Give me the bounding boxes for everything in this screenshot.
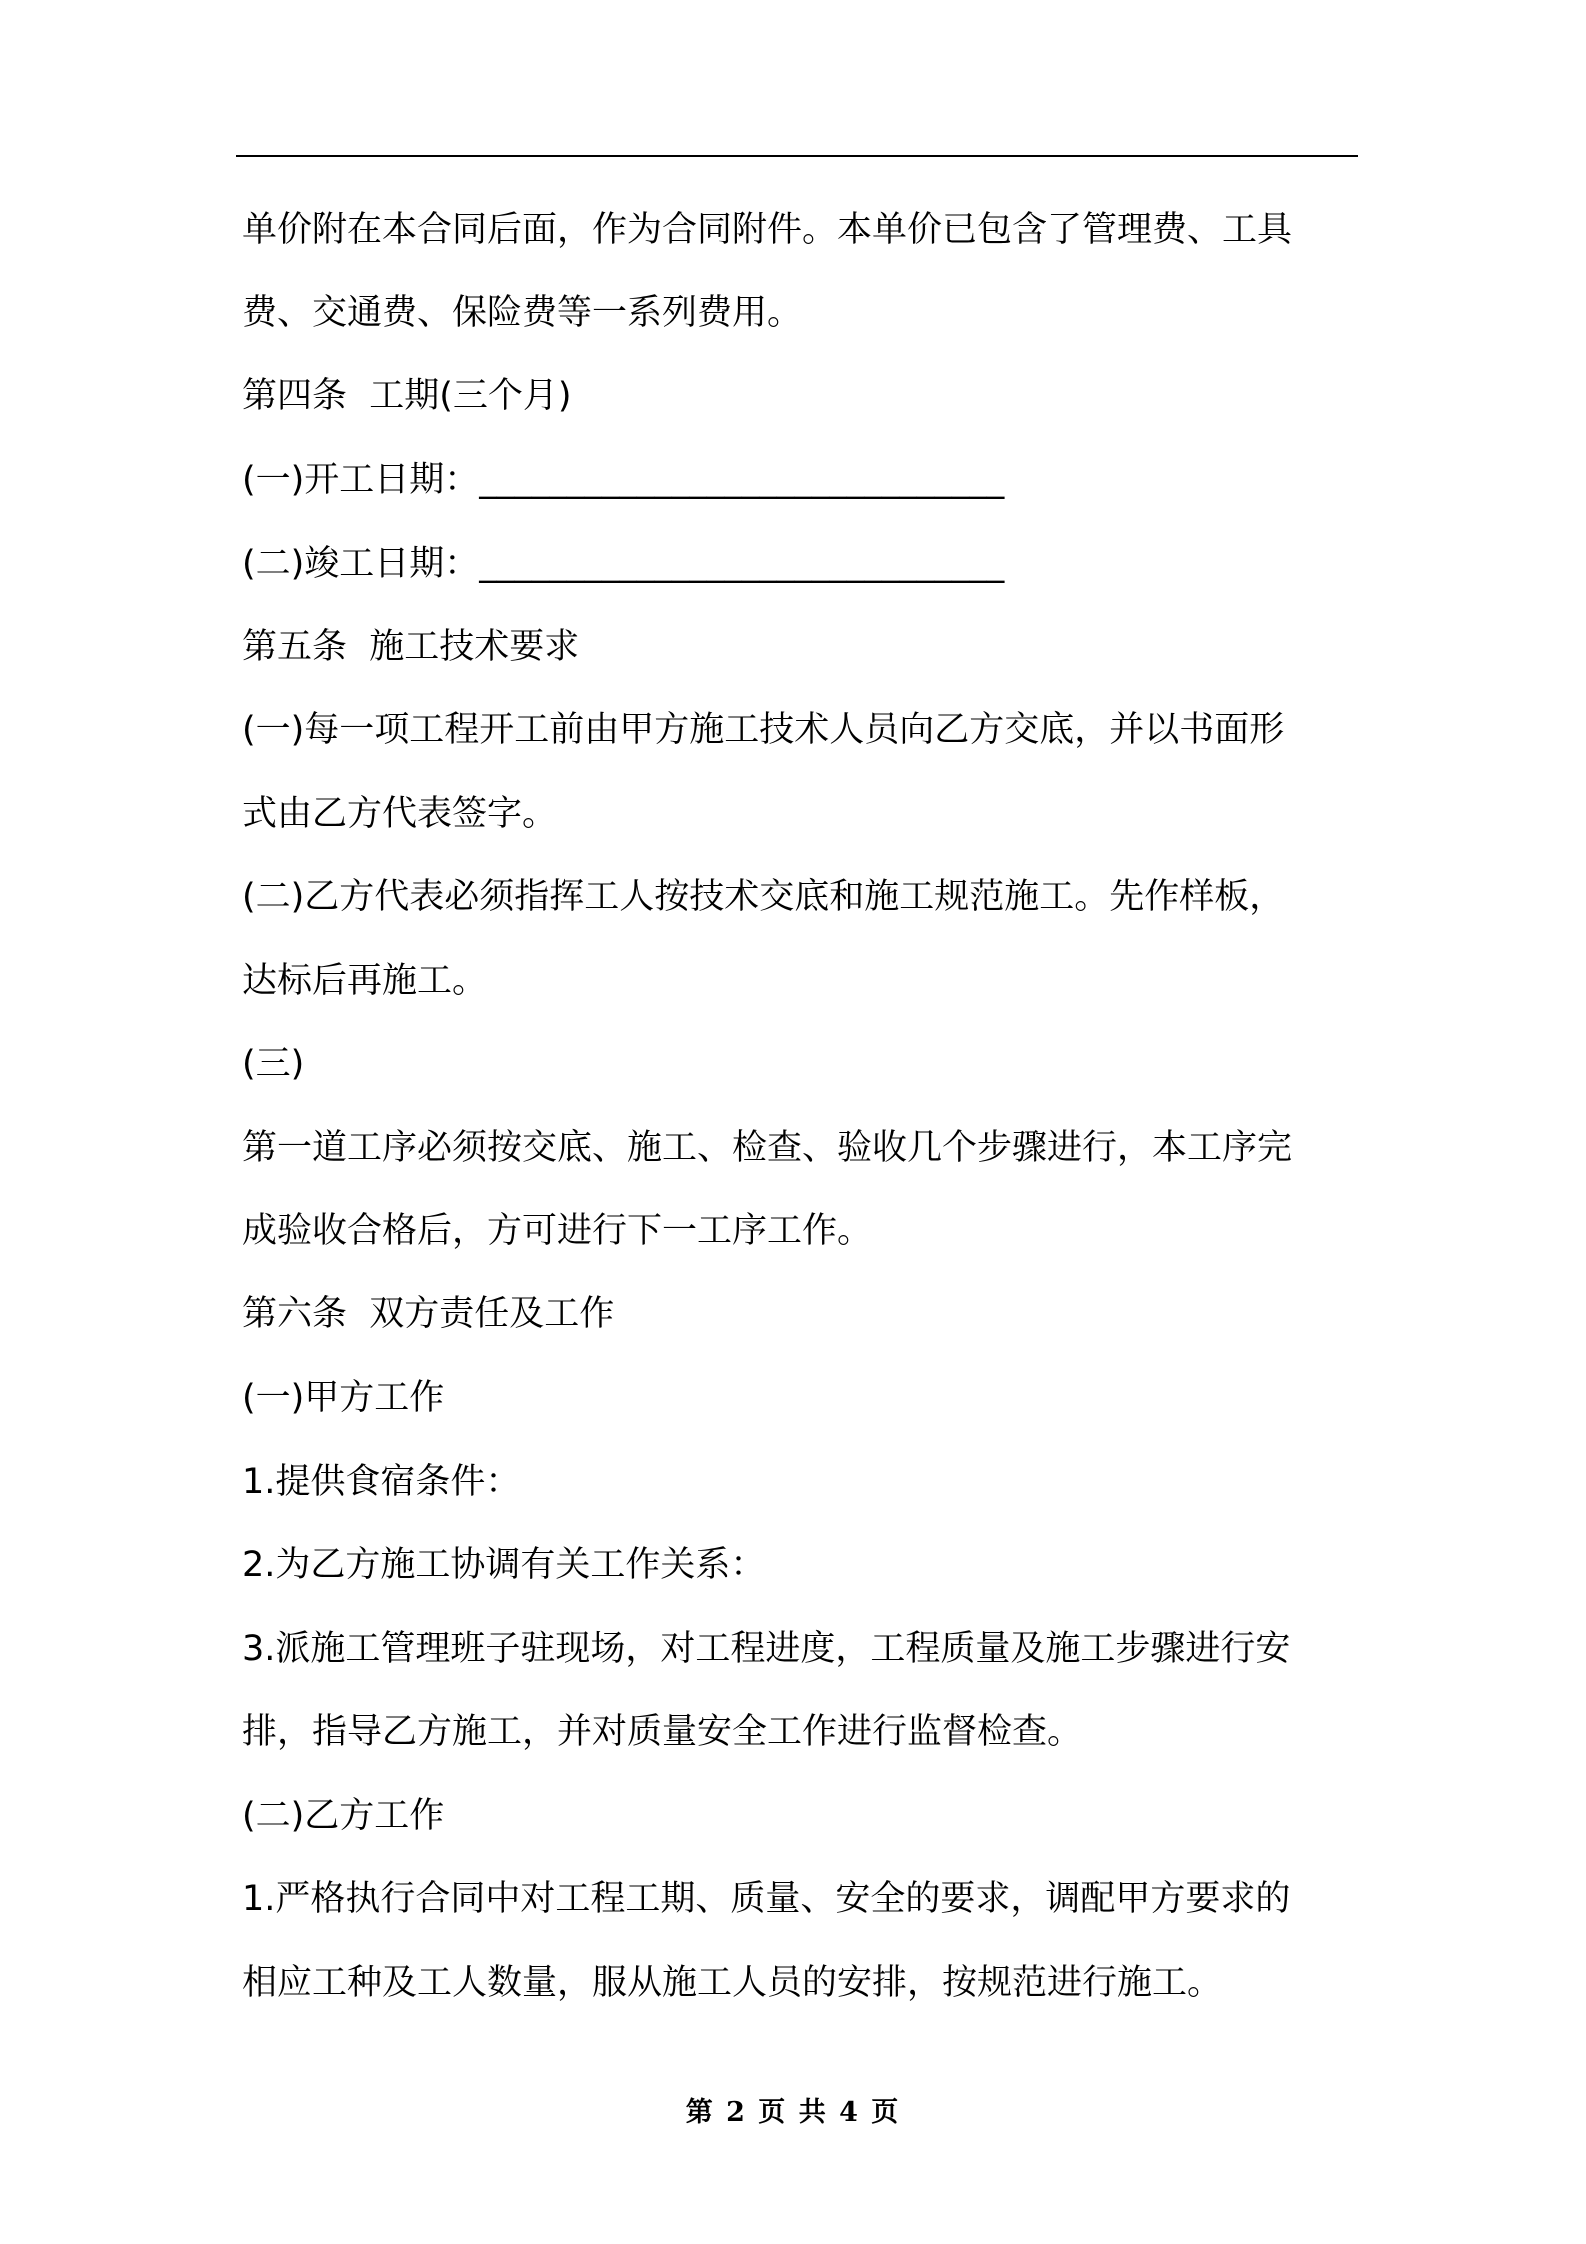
body-line-11: (三) bbox=[242, 1044, 305, 1084]
body-line-21: 1.严格执行合同中对工程工期、质量、安全的要求，调配甲方要求的 bbox=[242, 1879, 1291, 1919]
header-rule bbox=[236, 155, 1358, 157]
page-number-footer: 第 2 页 共 4 页 bbox=[685, 2097, 901, 2128]
body-line-18: 3.派施工管理班子驻现场，对工程进度，工程质量及施工步骤进行安 bbox=[242, 1629, 1291, 1669]
body-line-13: 成验收合格后，方可进行下一工序工作。 bbox=[242, 1211, 873, 1251]
party-a-heading: (一)甲方工作 bbox=[242, 1378, 445, 1418]
body-line-2: 费、交通费、保险费等一系列费用。 bbox=[242, 293, 803, 333]
body-line-7: (一)每一项工程开工前由甲方施工技术人员向乙方交底，并以书面形 bbox=[242, 710, 1285, 750]
body-line-19: 排，指导乙方施工，并对质量安全工作进行监督检查。 bbox=[242, 1712, 1083, 1752]
article-6-heading: 第六条 双方责任及工作 bbox=[242, 1294, 615, 1334]
body-line-10: 达标后再施工。 bbox=[242, 961, 488, 1001]
body-line-8: 式由乙方代表签字。 bbox=[242, 794, 558, 834]
body-line-9: (二)乙方代表必须指挥工人按技术交底和施工规范施工。先作样板， bbox=[242, 877, 1285, 917]
body-line-17: 2.为乙方施工协调有关工作关系： bbox=[242, 1545, 766, 1585]
body-line-16: 1.提供食宿条件： bbox=[242, 1462, 521, 1502]
body-line-22: 相应工种及工人数量，服从施工人员的安排，按规范进行施工。 bbox=[242, 1963, 1223, 2003]
start-date-line: (一)开工日期：______________________________ bbox=[242, 460, 1005, 500]
article-4-heading: 第四条 工期(三个月) bbox=[242, 376, 572, 416]
body-line-1: 单价附在本合同后面，作为合同附件。本单价已包含了管理费、工具 bbox=[242, 210, 1293, 250]
party-b-heading: (二)乙方工作 bbox=[242, 1796, 445, 1836]
body-line-12: 第一道工序必须按交底、施工、检查、验收几个步骤进行，本工序完 bbox=[242, 1128, 1293, 1168]
article-5-heading: 第五条 施工技术要求 bbox=[242, 627, 580, 667]
completion-date-line: (二)竣工日期：______________________________ bbox=[242, 544, 1005, 584]
